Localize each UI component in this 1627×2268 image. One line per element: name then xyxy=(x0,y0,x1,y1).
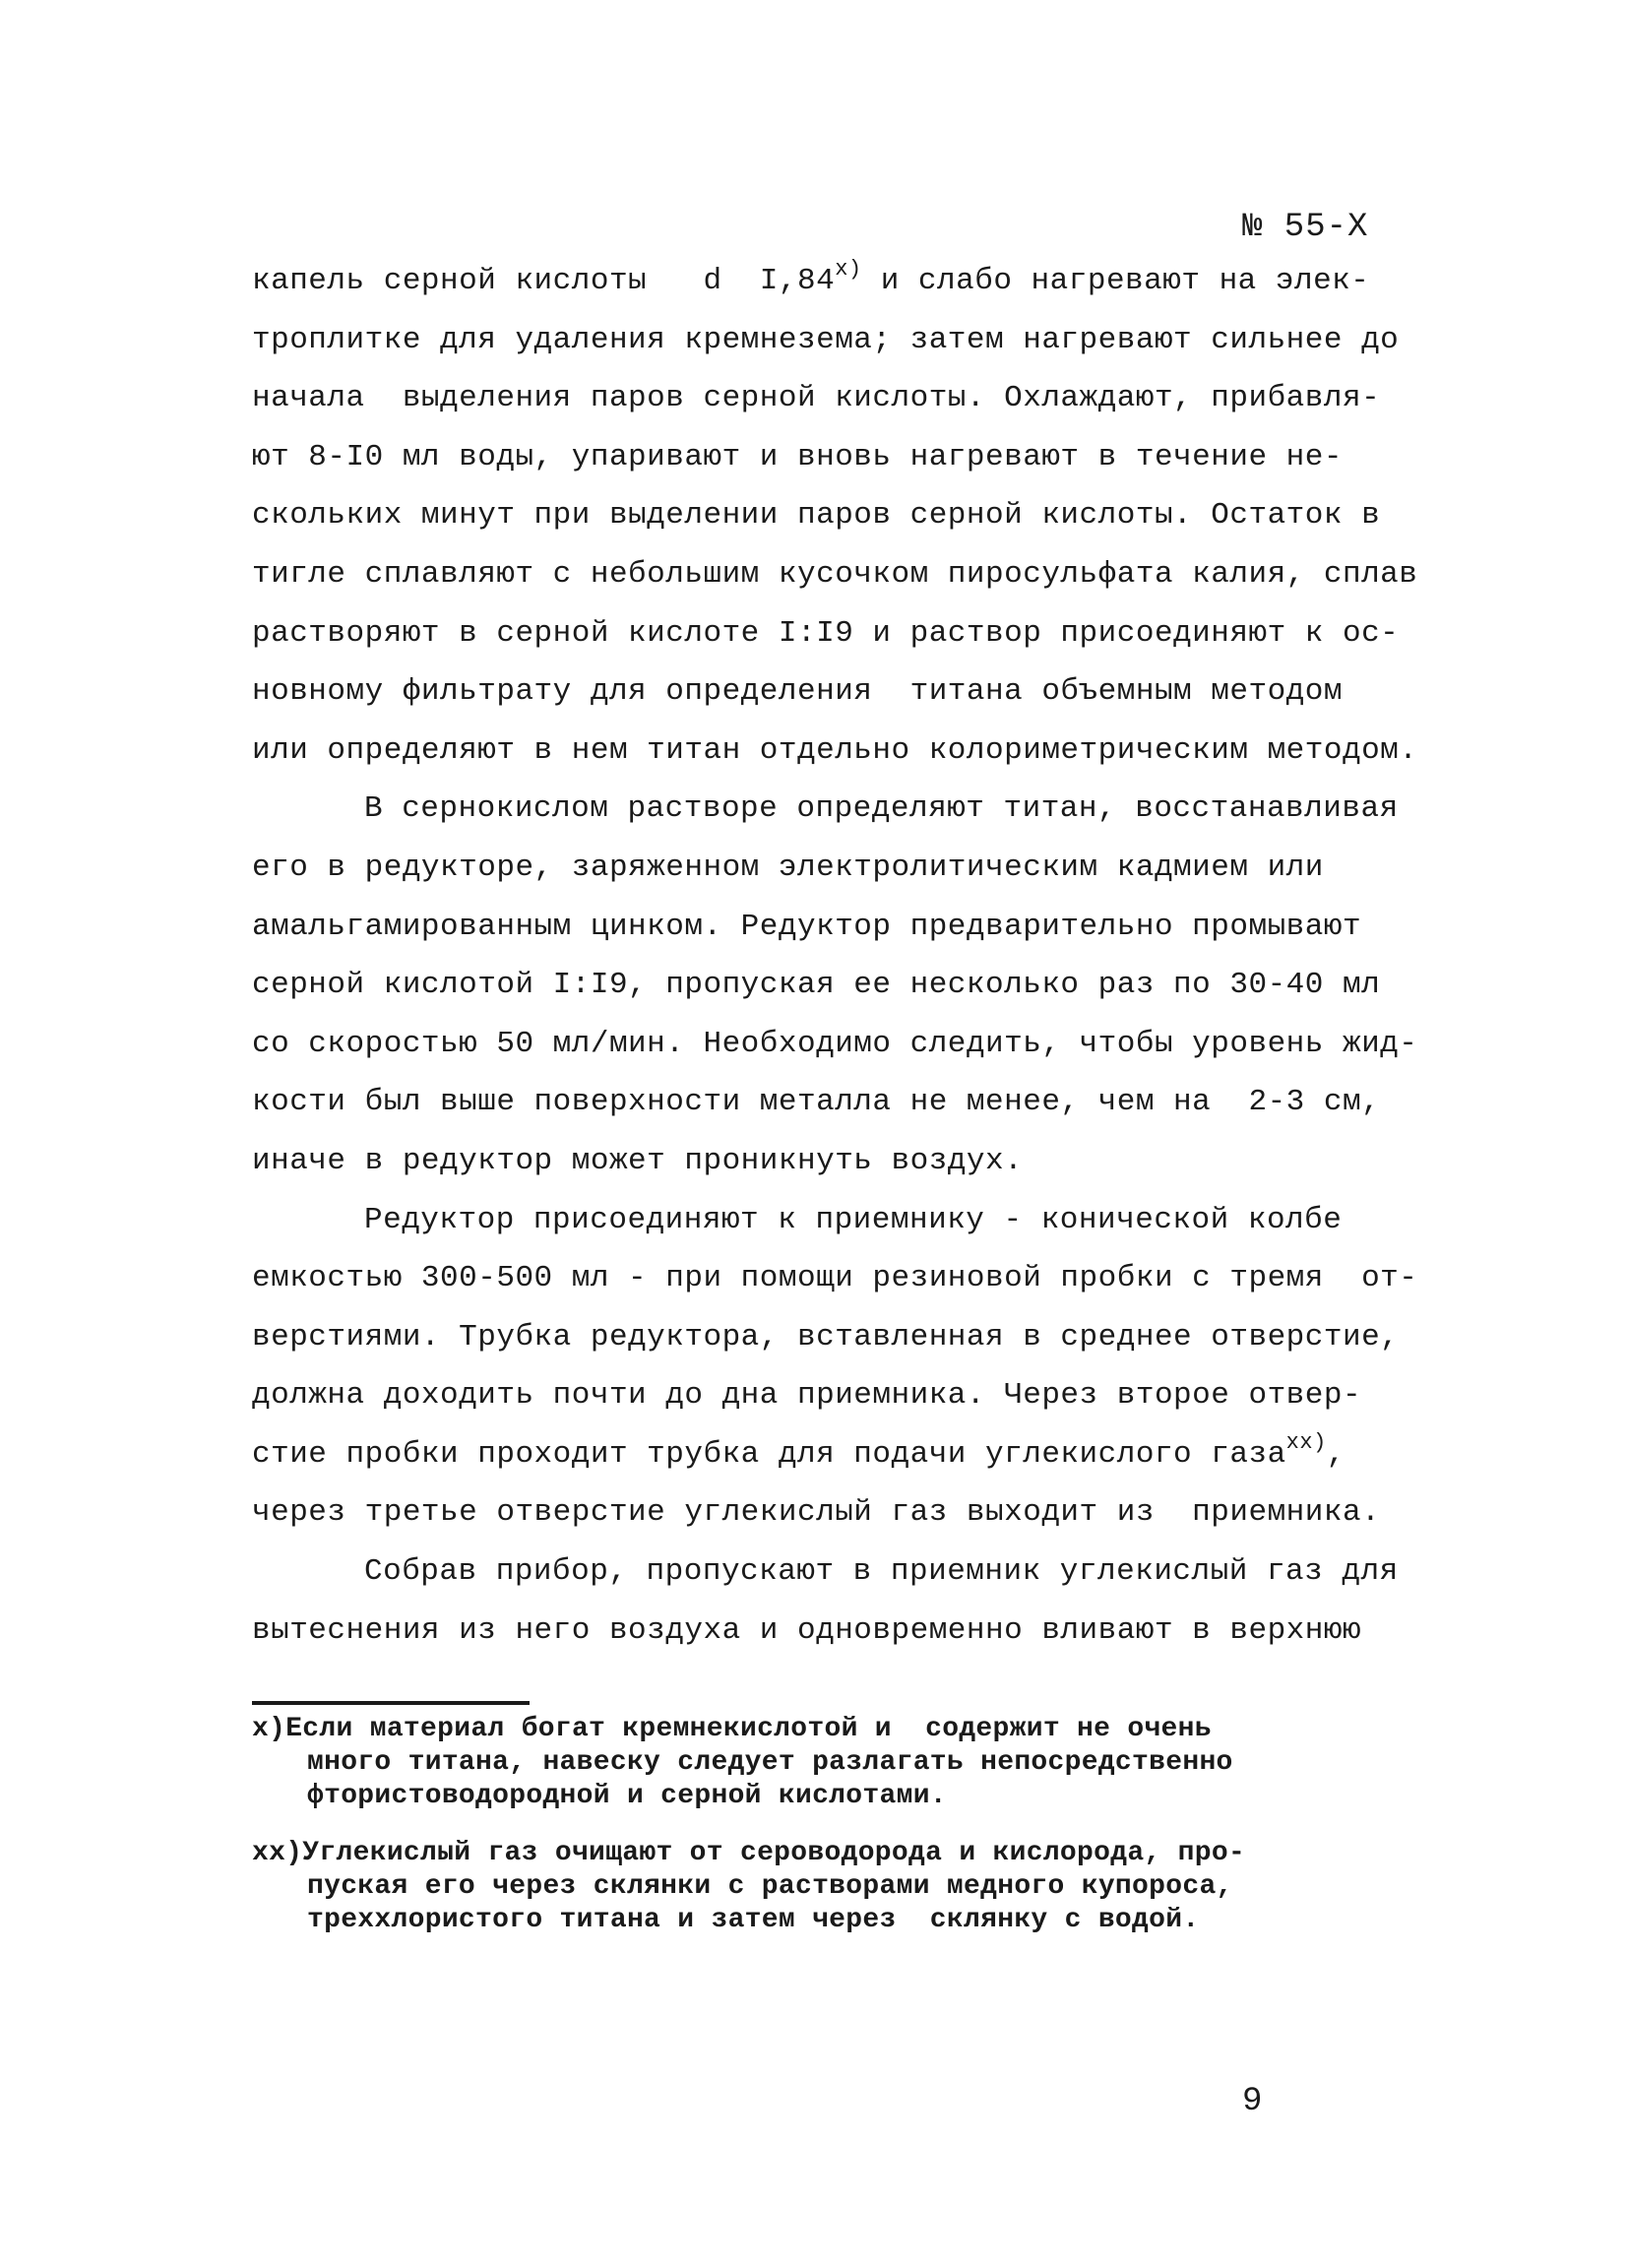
text-line xyxy=(252,1249,1418,1308)
text-line-tail: и слабо нагревают на элек- xyxy=(861,264,1370,298)
text-line-main: троплитке для удаления кремнезема; затем нагревают сильнее до xyxy=(252,322,1400,357)
text-line xyxy=(252,898,1404,957)
text-line xyxy=(252,956,1404,1015)
text-line-main: амальгамированным цинком. Редуктор предварительно промывают xyxy=(252,909,1362,944)
footnote-line: х)Если материал богат кремнекислотой и содержит не очень xyxy=(252,1714,1212,1744)
footnote-line: много титана, навеску следует разлагать непосредственно xyxy=(307,1747,1233,1778)
text-line xyxy=(252,839,1404,898)
text-line xyxy=(252,252,1404,311)
text-line-main: через третье отверстие углекислый газ выходит из приемника. xyxy=(252,1495,1381,1531)
text-line xyxy=(252,1308,1404,1367)
text-line-main: Собрав прибор, пропускают в приемник углекислый газ для xyxy=(364,1554,1399,1590)
text-line xyxy=(252,311,1404,370)
footnote xyxy=(252,1837,1404,1937)
text-line-main: начала выделения паров серной кислоты. Охлаждают, прибавля- xyxy=(252,381,1381,416)
text-line xyxy=(252,722,1418,781)
text-line xyxy=(252,1602,1404,1661)
text-line-main: со скоростью 50 мл/мин. Необходимо следить, чтобы уровень жид- xyxy=(252,1026,1418,1061)
page-number: 9 xyxy=(1242,2083,1263,2120)
footnote-line: пуская его через склянки с растворами медного купороса, xyxy=(307,1871,1233,1902)
text-line xyxy=(252,428,1404,487)
document-number: № 55-Х xyxy=(1242,209,1369,246)
text-line xyxy=(252,1073,1404,1132)
footnote-line: фтористоводородной и серной кислотами. xyxy=(307,1781,947,1811)
text-line xyxy=(252,662,1404,722)
text-line-main: стие пробки проходит трубка для подачи углекислого газа xyxy=(252,1436,1286,1472)
text-line-main: растворяют в серной кислоте I:I9 и раствор присоединяют к ос- xyxy=(252,615,1400,651)
text-line-main: должна доходить почти до дна приемника. Через второе отвер- xyxy=(252,1378,1362,1414)
footnote-marker: x) xyxy=(835,257,862,282)
text-line xyxy=(252,1191,1404,1250)
text-line-main: иначе в редуктор может проникнуть воздух. xyxy=(252,1143,1024,1178)
text-line-main: В сернокислом растворе определяют титан, восстанавливая xyxy=(364,791,1399,827)
footnote-line: хх)Углекислый газ очищают от сероводорода и кислорода, про- xyxy=(252,1838,1246,1868)
text-line-main: ют 8-I0 мл воды, упаривают и вновь нагревают в течение не- xyxy=(252,439,1343,474)
text-line xyxy=(252,1015,1418,1074)
text-line-main: емкостью 300-500 мл - при помощи резиновой пробки с тремя от- xyxy=(252,1261,1418,1296)
text-line xyxy=(252,604,1404,663)
text-line-main: тигле сплавляют с небольшим кусочком пиросульфата калия, сплав xyxy=(252,556,1418,592)
text-line-tail: , xyxy=(1326,1436,1345,1472)
text-line xyxy=(252,780,1404,839)
text-line xyxy=(252,1483,1404,1543)
text-line-main: вытеснения из него воздуха и одновременно вливают в верхнюю xyxy=(252,1612,1362,1648)
footnote-line: треххлористого титана и затем через склянку с водой. xyxy=(307,1905,1200,1935)
footnote xyxy=(252,1713,1404,1813)
text-line xyxy=(252,1132,1404,1191)
footnote-divider xyxy=(252,1701,530,1705)
text-line xyxy=(252,369,1404,428)
footnote-marker: xx) xyxy=(1285,1429,1327,1455)
text-line-main: или определяют в нем титан отдельно колориметрическим методом. xyxy=(252,732,1418,768)
text-line-main: скольких минут при выделении паров серной кислоты. Остаток в xyxy=(252,498,1381,534)
footnotes-section xyxy=(252,1713,1404,1961)
text-line xyxy=(252,1543,1404,1602)
text-line-main: серной кислотой I:I9, пропуская ее несколько раз по 30-40 мл xyxy=(252,968,1381,1003)
text-line-main: Редуктор присоединяют к приемнику - конической колбе xyxy=(364,1202,1343,1237)
text-line xyxy=(252,486,1404,545)
text-line-main: новному фильтрату для определения титана объемным методом xyxy=(252,674,1343,710)
text-line xyxy=(252,1366,1404,1425)
main-text xyxy=(252,252,1418,1660)
text-line-main: верстиями. Трубка редуктора, вставленная в среднее отверстие, xyxy=(252,1319,1400,1354)
text-line-main: капель серной кислоты d I,84 xyxy=(252,264,836,298)
text-line-main: его в редукторе, заряженном электролитическим кадмием или xyxy=(252,850,1324,885)
text-line xyxy=(252,1425,1404,1484)
text-line xyxy=(252,545,1418,604)
text-line-main: кости был выше поверхности металла не менее, чем на 2-3 см, xyxy=(252,1085,1381,1120)
